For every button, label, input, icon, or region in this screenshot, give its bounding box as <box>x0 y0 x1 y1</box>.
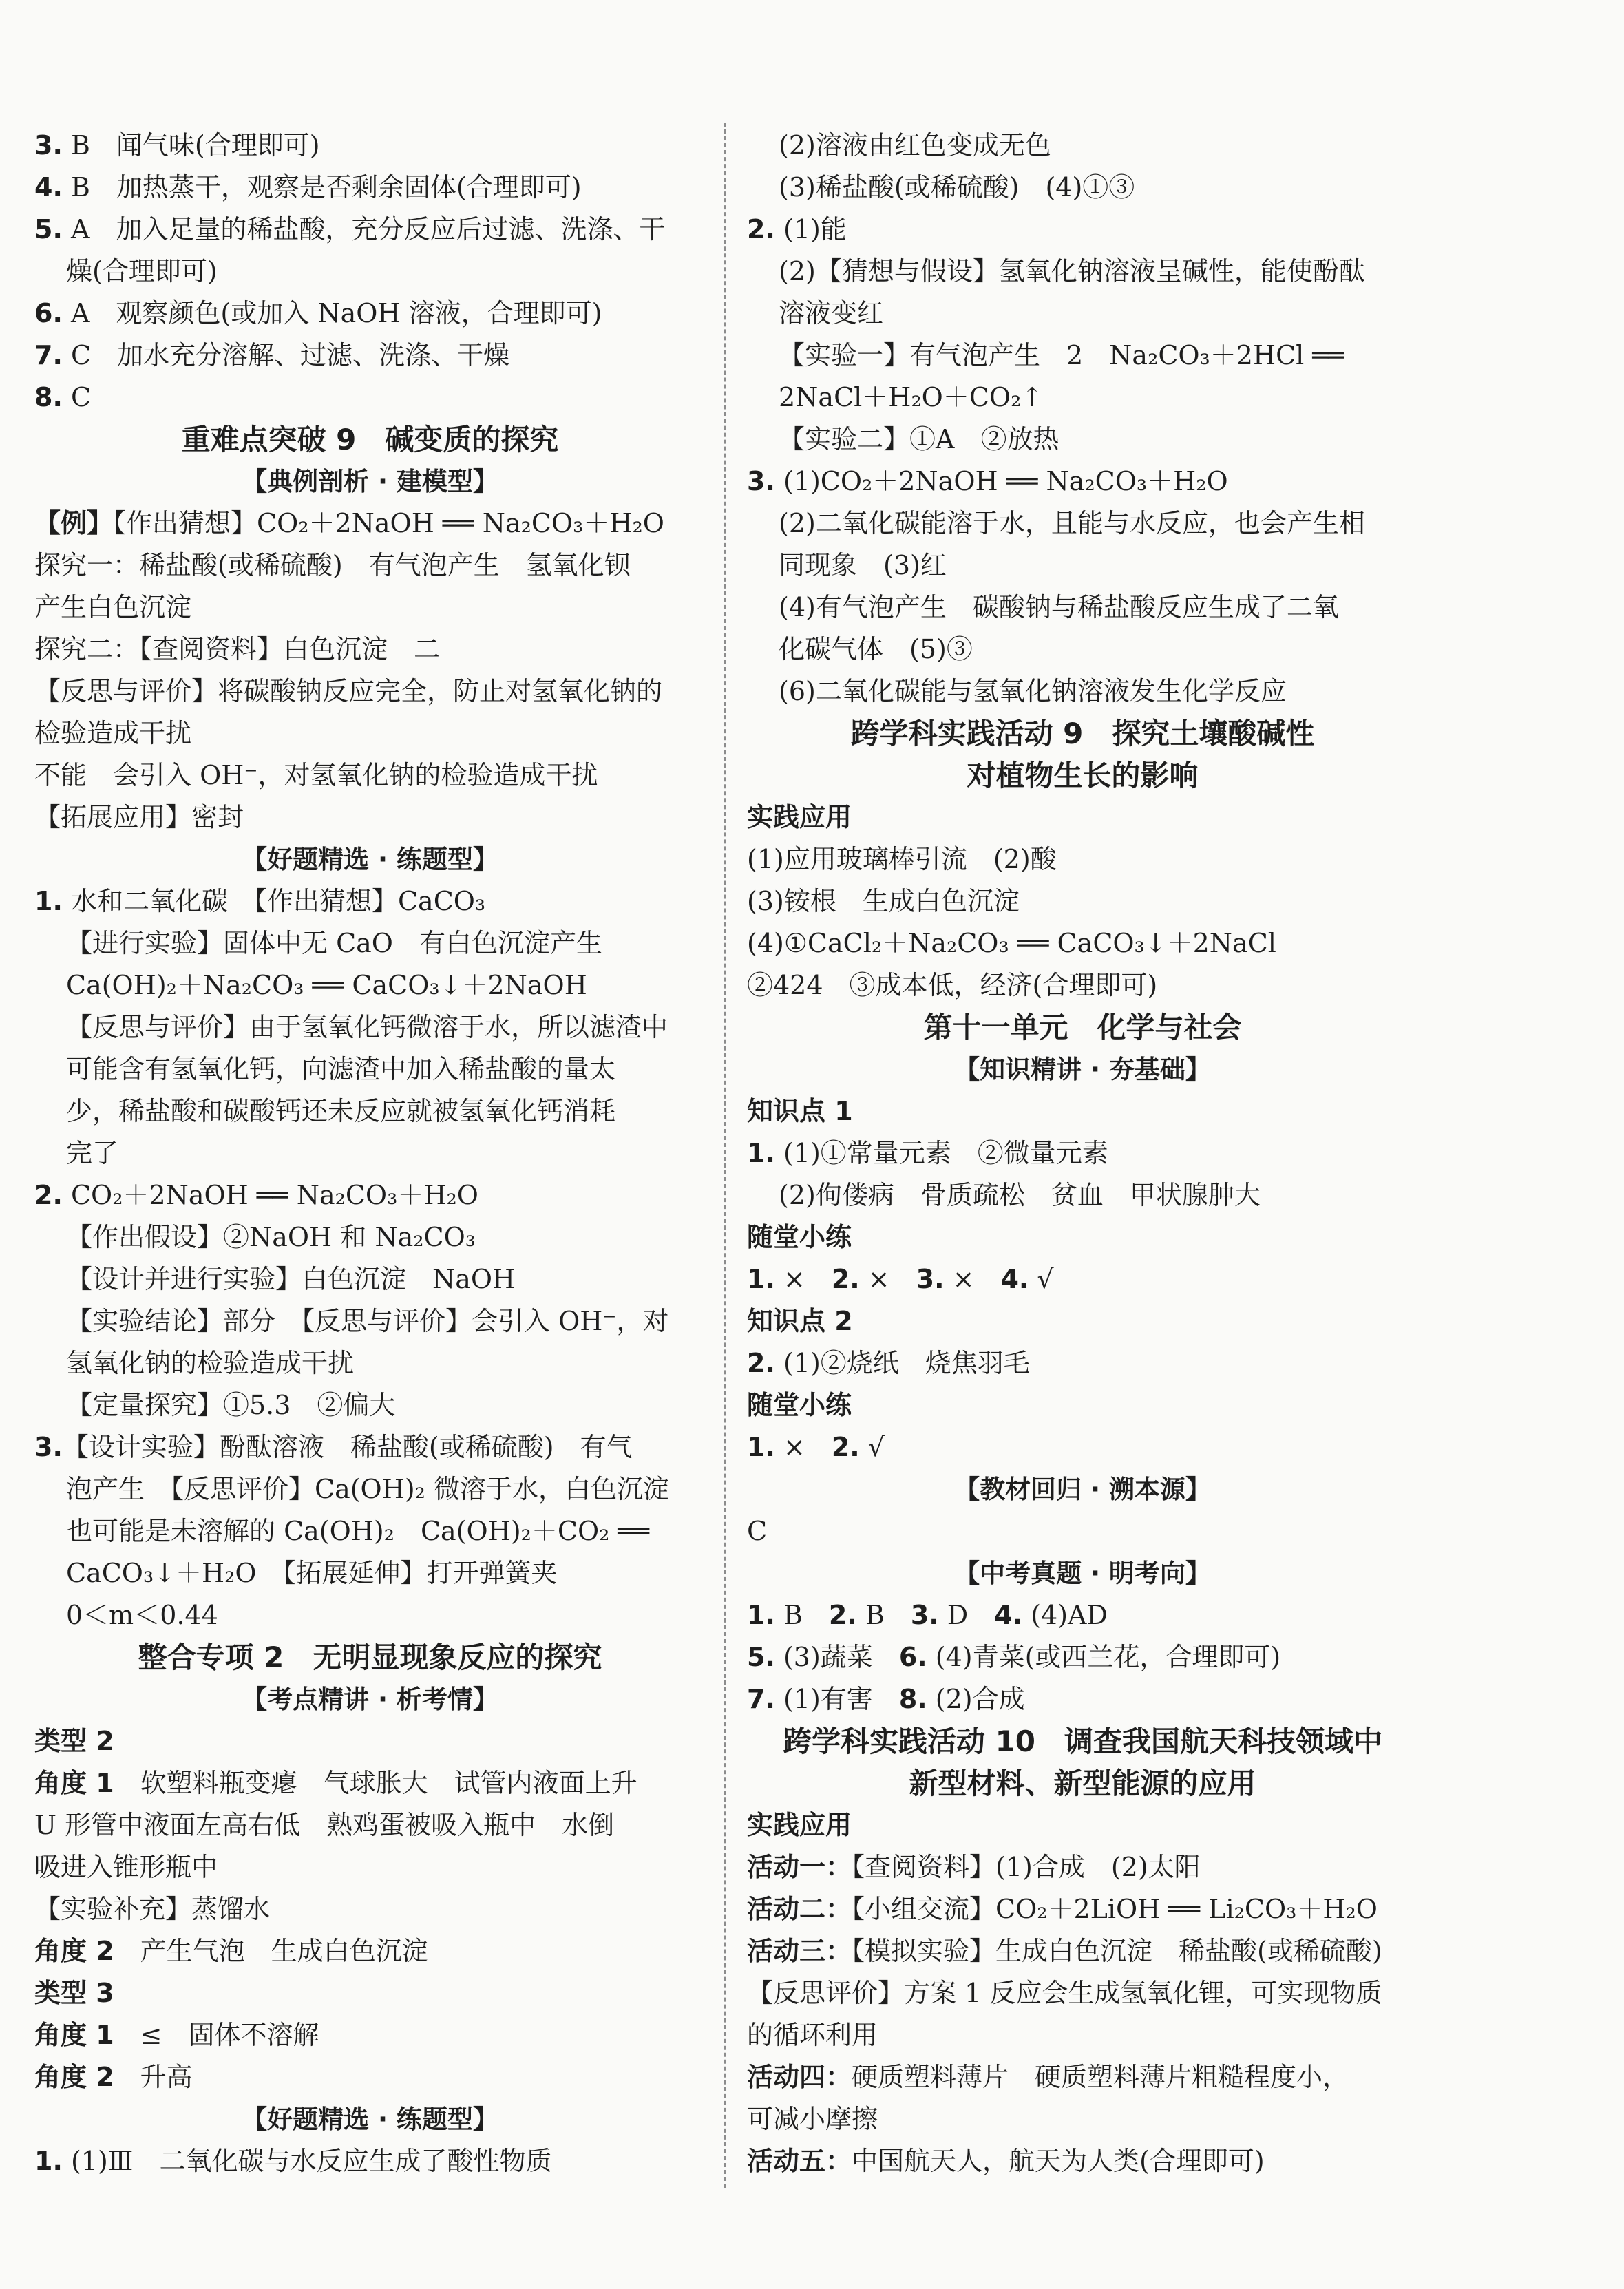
answer-number: 2. <box>747 214 775 244</box>
line-text: 【定量探究】①5.3 ②偏大 <box>66 1390 396 1420</box>
line-text: ②424 ③成本低，经济(合理即可) <box>747 970 1158 1000</box>
answer-line <box>747 671 1418 713</box>
bold-label: 随堂小练 <box>747 1222 852 1252</box>
text-line <box>34 2014 706 2056</box>
line-text: (3)铵根 生成白色沉淀 <box>747 886 1020 916</box>
text-line <box>747 922 1418 964</box>
answer-number: 5. <box>34 214 63 244</box>
text-line <box>747 1216 1418 1258</box>
line-text: 完了 <box>66 1138 119 1168</box>
answer-line <box>747 1174 1418 1216</box>
answer-line <box>34 1426 706 1468</box>
answer-line <box>34 1552 706 1594</box>
line-text: 水和二氧化碳 【作出猜想】CaCO₃ <box>62 886 486 916</box>
heading-text: 第十一单元 化学与社会 <box>923 1011 1242 1044</box>
line-text: 【反思与评价】将碳酸钠反应完全，防止对氢氧化钠的 <box>34 676 663 706</box>
answer-line <box>747 293 1418 335</box>
line-text: (4)AD <box>1022 1600 1108 1630</box>
line-text: 检验造成干扰 <box>34 718 192 748</box>
answer-number: 7. <box>747 1684 775 1714</box>
text-line <box>747 1804 1418 1846</box>
line-text: B <box>774 1600 829 1630</box>
answer-line <box>34 1468 706 1510</box>
line-text: 也可能是未溶解的 Ca(OH)₂ Ca(OH)₂＋CO₂ ══ <box>66 1516 650 1546</box>
line-text: D <box>938 1600 995 1630</box>
section-subheading <box>747 1468 1418 1510</box>
line-text: 可减小摩擦 <box>747 2104 878 2134</box>
bold-label: 【例】 <box>34 508 114 538</box>
text-line <box>34 797 706 838</box>
line-text: (2)二氧化碳能溶于水，且能与水反应，也会产生相 <box>779 508 1365 538</box>
line-text: 【实验补充】蒸馏水 <box>34 1894 271 1924</box>
line-text: B <box>856 1600 911 1630</box>
answer-line <box>747 251 1418 293</box>
text-line <box>747 838 1418 880</box>
text-line <box>34 1804 706 1846</box>
answer-line <box>34 377 706 419</box>
line-text: √ <box>859 1432 885 1462</box>
left-column <box>34 125 706 2190</box>
text-line <box>747 1888 1418 1930</box>
line-text: 探究一：稀盐酸(或稀硫酸) 有气泡产生 氢氧化钡 <box>34 550 631 580</box>
answer-number: 3. <box>747 466 775 496</box>
answer-line <box>747 419 1418 461</box>
text-line <box>34 587 706 629</box>
line-text: 燥(合理即可) <box>66 256 218 286</box>
section-heading <box>747 713 1418 755</box>
line-text: 溶液变红 <box>779 298 884 328</box>
line-text: (1)②烧纸 烧焦羽毛 <box>774 1348 1030 1378</box>
line-text: 的循环利用 <box>747 2020 878 2050</box>
line-text: A 加入足量的稀盐酸，充分反应后过滤、洗涤、干 <box>62 214 666 244</box>
line-text: 同现象 (3)红 <box>779 550 947 580</box>
line-text: (2)合成 <box>927 1684 1025 1714</box>
line-text: (2)溶液由红色变成无色 <box>779 130 1051 160</box>
line-text: 2NaCl＋H₂O＋CO₂↑ <box>779 382 1044 412</box>
right-column <box>747 125 1418 2190</box>
text-line <box>747 1300 1418 1342</box>
answer-line <box>34 964 706 1006</box>
text-line <box>747 964 1418 1006</box>
answer-line <box>747 125 1418 167</box>
answer-number: 2. <box>831 1432 860 1462</box>
text-line <box>747 2014 1418 2056</box>
answer-line <box>34 167 706 209</box>
answer-line <box>34 1090 706 1132</box>
line-text: × <box>944 1264 1001 1294</box>
text-line <box>34 1930 706 1972</box>
answer-line <box>34 1006 706 1048</box>
answer-line <box>34 1216 706 1258</box>
heading-text: 对植物生长的影响 <box>967 759 1199 792</box>
line-text: 0＜m＜0.44 <box>66 1600 218 1630</box>
line-text: 不能 会引入 OH⁻，对氢氧化钠的检验造成干扰 <box>34 760 598 790</box>
answer-line <box>34 1174 706 1216</box>
heading-text: 新型材料、新型能源的应用 <box>909 1766 1256 1800</box>
bold-label: 活动五： <box>747 2146 852 2176</box>
line-text: 【拓展应用】密封 <box>34 802 244 832</box>
section-subheading <box>34 1678 706 1720</box>
answer-number: 1. <box>747 1264 775 1294</box>
section-subheading <box>747 1048 1418 1090</box>
answer-line <box>34 251 706 293</box>
answer-number: 5. <box>747 1642 775 1672</box>
text-line <box>747 1678 1418 1720</box>
line-text: 【设计并进行实验】白色沉淀 NaOH <box>66 1264 516 1294</box>
heading-text: 整合专项 2 无明显现象反应的探究 <box>138 1641 602 1674</box>
answer-line <box>747 629 1418 671</box>
answer-number: 6. <box>898 1642 927 1672</box>
answer-line <box>34 209 706 251</box>
line-text: 硬质塑料薄片 硬质塑料薄片粗糙程度小， <box>852 2062 1349 2092</box>
answer-line <box>747 503 1418 545</box>
answer-line <box>747 1132 1418 1174</box>
line-text: (1)能 <box>774 214 847 244</box>
line-text: 探究二：【查阅资料】白色沉淀 二 <box>34 634 441 664</box>
heading-text: 【中考真题 · 明考向】 <box>954 1559 1211 1588</box>
line-text: 软塑料瓶变瘪 气球胀大 试管内液面上升 <box>114 1768 637 1798</box>
bold-label: 角度 1 <box>34 1768 114 1798</box>
text-line <box>34 545 706 587</box>
line-text: CaCO₃↓＋H₂O 【拓展延伸】打开弹簧夹 <box>66 1558 558 1588</box>
line-text: × <box>774 1432 832 1462</box>
section-subheading <box>34 838 706 880</box>
answer-line <box>747 461 1418 503</box>
bold-label: 知识点 2 <box>747 1306 853 1336</box>
line-text: 产生白色沉淀 <box>34 592 192 622</box>
section-heading <box>747 1720 1418 1762</box>
heading-text: 【考点精讲 · 析考情】 <box>242 1685 498 1714</box>
bold-label: 知识点 1 <box>747 1096 853 1126</box>
answer-line <box>34 1258 706 1300</box>
line-text: 【进行实验】固体中无 CaO 有白色沉淀产生 <box>66 928 602 958</box>
line-text: (6)二氧化碳能与氢氧化钠溶液发生化学反应 <box>779 676 1287 706</box>
bold-label: 类型 3 <box>34 1978 114 2008</box>
line-text: (2)【猜想与假设】氢氧化钠溶液呈碱性，能使酚酞 <box>779 256 1365 286</box>
answer-line <box>34 1132 706 1174</box>
text-line <box>747 1636 1418 1678</box>
answer-line <box>747 545 1418 587</box>
answer-number: 1. <box>34 886 63 916</box>
line-text: (3)稀盐酸(或稀硫酸) (4)①③ <box>779 172 1135 202</box>
text-line <box>34 1762 706 1804</box>
bold-label: 活动二： <box>747 1894 852 1924</box>
bold-label: 类型 2 <box>34 1726 114 1756</box>
heading-text: 重难点突破 9 碱变质的探究 <box>181 423 559 456</box>
text-line <box>747 2056 1418 2098</box>
answer-number: 2. <box>747 1348 775 1378</box>
line-text: C 加水充分溶解、过滤、洗涤、干燥 <box>62 340 510 370</box>
text-line <box>747 1930 1418 1972</box>
answer-number: 1. <box>747 1432 775 1462</box>
heading-text: 跨学科实践活动 9 探究土壤酸碱性 <box>850 717 1315 750</box>
answer-line <box>34 1510 706 1552</box>
text-line <box>34 1846 706 1888</box>
column-divider <box>724 123 726 2188</box>
bold-label: 角度 2 <box>34 1936 114 1966</box>
line-text: 【反思与评价】由于氢氧化钙微溶于水，所以滤渣中 <box>66 1012 668 1042</box>
answer-line <box>747 167 1418 209</box>
line-text: 中国航天人，航天为人类(合理即可) <box>852 2146 1265 2176</box>
answer-line <box>747 209 1418 251</box>
answer-number: 1. <box>747 1138 775 1168</box>
bold-label: 活动四： <box>747 2062 852 2092</box>
text-line <box>747 1258 1418 1300</box>
text-line <box>34 1972 706 2014</box>
answer-number: 8. <box>34 382 63 412</box>
line-text: (1)CO₂＋2NaOH ══ Na₂CO₃＋H₂O <box>774 466 1228 496</box>
line-text: √ <box>1029 1264 1054 1294</box>
line-text: 【作出猜想】CO₂＋2NaOH ══ Na₂CO₃＋H₂O <box>113 508 664 538</box>
text-line <box>747 2140 1418 2182</box>
bold-label: 随堂小练 <box>747 1390 852 1420</box>
answer-number: 2. <box>34 1180 63 1210</box>
line-text: Ca(OH)₂＋Na₂CO₃ ══ CaCO₃↓＋2NaOH <box>66 970 587 1000</box>
text-line <box>34 1720 706 1762</box>
answer-line <box>34 922 706 964</box>
text-line <box>747 1426 1418 1468</box>
line-text: (3)蔬菜 <box>774 1642 899 1672</box>
line-text: 氢氧化钠的检验造成干扰 <box>66 1348 355 1378</box>
line-text: B 闻气味(合理即可) <box>62 130 320 160</box>
line-text: 可能含有氢氧化钙，向滤渣中加入稀盐酸的量太 <box>66 1054 616 1084</box>
answer-line <box>34 1048 706 1090</box>
text-line <box>747 880 1418 922</box>
text-line <box>747 1510 1418 1552</box>
answer-number: 4. <box>34 172 63 202</box>
bold-label: 实践应用 <box>747 1810 852 1840</box>
answer-line <box>34 1342 706 1384</box>
answer-number: 3. <box>910 1600 939 1630</box>
section-heading <box>34 1636 706 1678</box>
line-text: B 加热蒸干，观察是否剩余固体(合理即可) <box>62 172 582 202</box>
answer-number: 1. <box>34 2146 63 2176</box>
text-line <box>34 671 706 713</box>
answer-number: 2. <box>828 1600 857 1630</box>
bold-label: 角度 2 <box>34 2062 114 2092</box>
heading-text: 【好题精选 · 练题型】 <box>242 845 498 874</box>
answer-line <box>747 335 1418 377</box>
section-subheading <box>34 461 706 503</box>
answer-line <box>34 1384 706 1426</box>
line-text: 升高 <box>114 2062 193 2092</box>
answer-line <box>34 880 706 922</box>
answer-number: 8. <box>898 1684 927 1714</box>
heading-text: 【教材回归 · 溯本源】 <box>954 1475 1211 1504</box>
bold-label: 角度 1 <box>34 2020 114 2050</box>
bold-label: 实践应用 <box>747 802 852 832</box>
line-text: (4)①CaCl₂＋Na₂CO₃ ══ CaCO₃↓＋2NaCl <box>747 928 1276 958</box>
answer-number: 6. <box>34 298 63 328</box>
line-text: 【设计实验】酚酞溶液 稀盐酸(或稀硫酸) 有气 <box>62 1432 633 1462</box>
section-subheading <box>34 2098 706 2140</box>
answer-line <box>34 1594 706 1636</box>
line-text: C <box>62 382 92 412</box>
answer-number: 2. <box>831 1264 860 1294</box>
line-text: 【小组交流】CO₂＋2LiOH ══ Li₂CO₃＋H₂O <box>852 1894 1378 1924</box>
answer-line <box>747 377 1418 419</box>
line-text: U 形管中液面左高右低 熟鸡蛋被吸入瓶中 水倒 <box>34 1810 615 1840</box>
line-text: CO₂＋2NaOH ══ Na₂CO₃＋H₂O <box>62 1180 478 1210</box>
line-text: (2)佝偻病 骨质疏松 贫血 甲状腺肿大 <box>779 1180 1261 1210</box>
line-text: 【实验一】有气泡产生 2 Na₂CO₃＋2HCl ══ <box>779 340 1344 370</box>
line-text: × <box>774 1264 832 1294</box>
line-text: 【作出假设】②NaOH 和 Na₂CO₃ <box>66 1222 476 1252</box>
line-text: 【反思评价】方案 1 反应会生成氢氧化锂，可实现物质 <box>747 1978 1382 2008</box>
text-line <box>34 755 706 797</box>
text-line <box>747 797 1418 838</box>
answer-line <box>747 1342 1418 1384</box>
line-text: (1)有害 <box>774 1684 899 1714</box>
line-text: ≤ 固体不溶解 <box>114 2020 319 2050</box>
line-text: (1)Ⅲ 二氧化碳与水反应生成了酸性物质 <box>62 2146 552 2176</box>
answer-line <box>34 293 706 335</box>
text-line <box>747 1972 1418 2014</box>
heading-text: 跨学科实践活动 10 调查我国航天科技领域中 <box>782 1724 1383 1758</box>
bold-label: 活动一： <box>747 1852 852 1882</box>
section-heading <box>747 1762 1418 1804</box>
answer-line <box>34 2140 706 2182</box>
answer-line <box>747 587 1418 629</box>
text-line <box>747 1846 1418 1888</box>
heading-text: 【典例剖析 · 建模型】 <box>242 467 498 496</box>
line-text: (4)青菜(或西兰花，合理即可) <box>927 1642 1281 1672</box>
line-text: 【查阅资料】(1)合成 (2)太阳 <box>852 1852 1201 1882</box>
bold-label: 活动三： <box>747 1936 852 1966</box>
text-line <box>747 1090 1418 1132</box>
line-text: 【实验结论】部分 【反思与评价】会引入 OH⁻，对 <box>66 1306 669 1336</box>
answer-number: 7. <box>34 340 63 370</box>
heading-text: 【好题精选 · 练题型】 <box>242 2105 498 2134</box>
text-line <box>747 1594 1418 1636</box>
line-text: (4)有气泡产生 碳酸钠与稀盐酸反应生成了二氧 <box>779 592 1339 622</box>
section-heading <box>747 755 1418 797</box>
answer-number: 3. <box>34 1432 63 1462</box>
text-line <box>34 503 706 545</box>
text-line <box>747 2098 1418 2140</box>
answer-number: 3. <box>916 1264 945 1294</box>
line-text: 【模拟实验】生成白色沉淀 稀盐酸(或稀硫酸) <box>852 1936 1382 1966</box>
line-text: (1)①常量元素 ②微量元素 <box>774 1138 1108 1168</box>
line-text: (1)应用玻璃棒引流 (2)酸 <box>747 844 1057 874</box>
line-text: A 观察颜色(或加入 NaOH 溶液，合理即可) <box>62 298 602 328</box>
heading-text: 【知识精讲 · 夯基础】 <box>954 1055 1211 1084</box>
answer-line <box>34 125 706 167</box>
line-text: 泡产生 【反思评价】Ca(OH)₂ 微溶于水，白色沉淀 <box>66 1474 669 1504</box>
line-text: 【实验二】①A ②放热 <box>779 424 1059 454</box>
answer-line <box>34 335 706 377</box>
line-text: × <box>859 1264 916 1294</box>
line-text: C <box>747 1516 768 1546</box>
section-heading <box>747 1006 1418 1048</box>
text-line <box>34 2056 706 2098</box>
line-text: 化碳气体 (5)③ <box>779 634 973 664</box>
line-text: 产生气泡 生成白色沉淀 <box>114 1936 428 1966</box>
text-line <box>747 1384 1418 1426</box>
section-heading <box>34 419 706 461</box>
answer-number: 4. <box>1000 1264 1029 1294</box>
answer-number: 4. <box>994 1600 1023 1630</box>
text-line <box>34 629 706 671</box>
answer-line <box>34 1300 706 1342</box>
text-line <box>34 1888 706 1930</box>
answer-number: 1. <box>747 1600 775 1630</box>
text-line <box>34 713 706 755</box>
answer-number: 3. <box>34 130 63 160</box>
line-text: 吸进入锥形瓶中 <box>34 1852 218 1882</box>
section-subheading <box>747 1552 1418 1594</box>
line-text: 少，稀盐酸和碳酸钙还未反应就被氢氧化钙消耗 <box>66 1096 616 1126</box>
